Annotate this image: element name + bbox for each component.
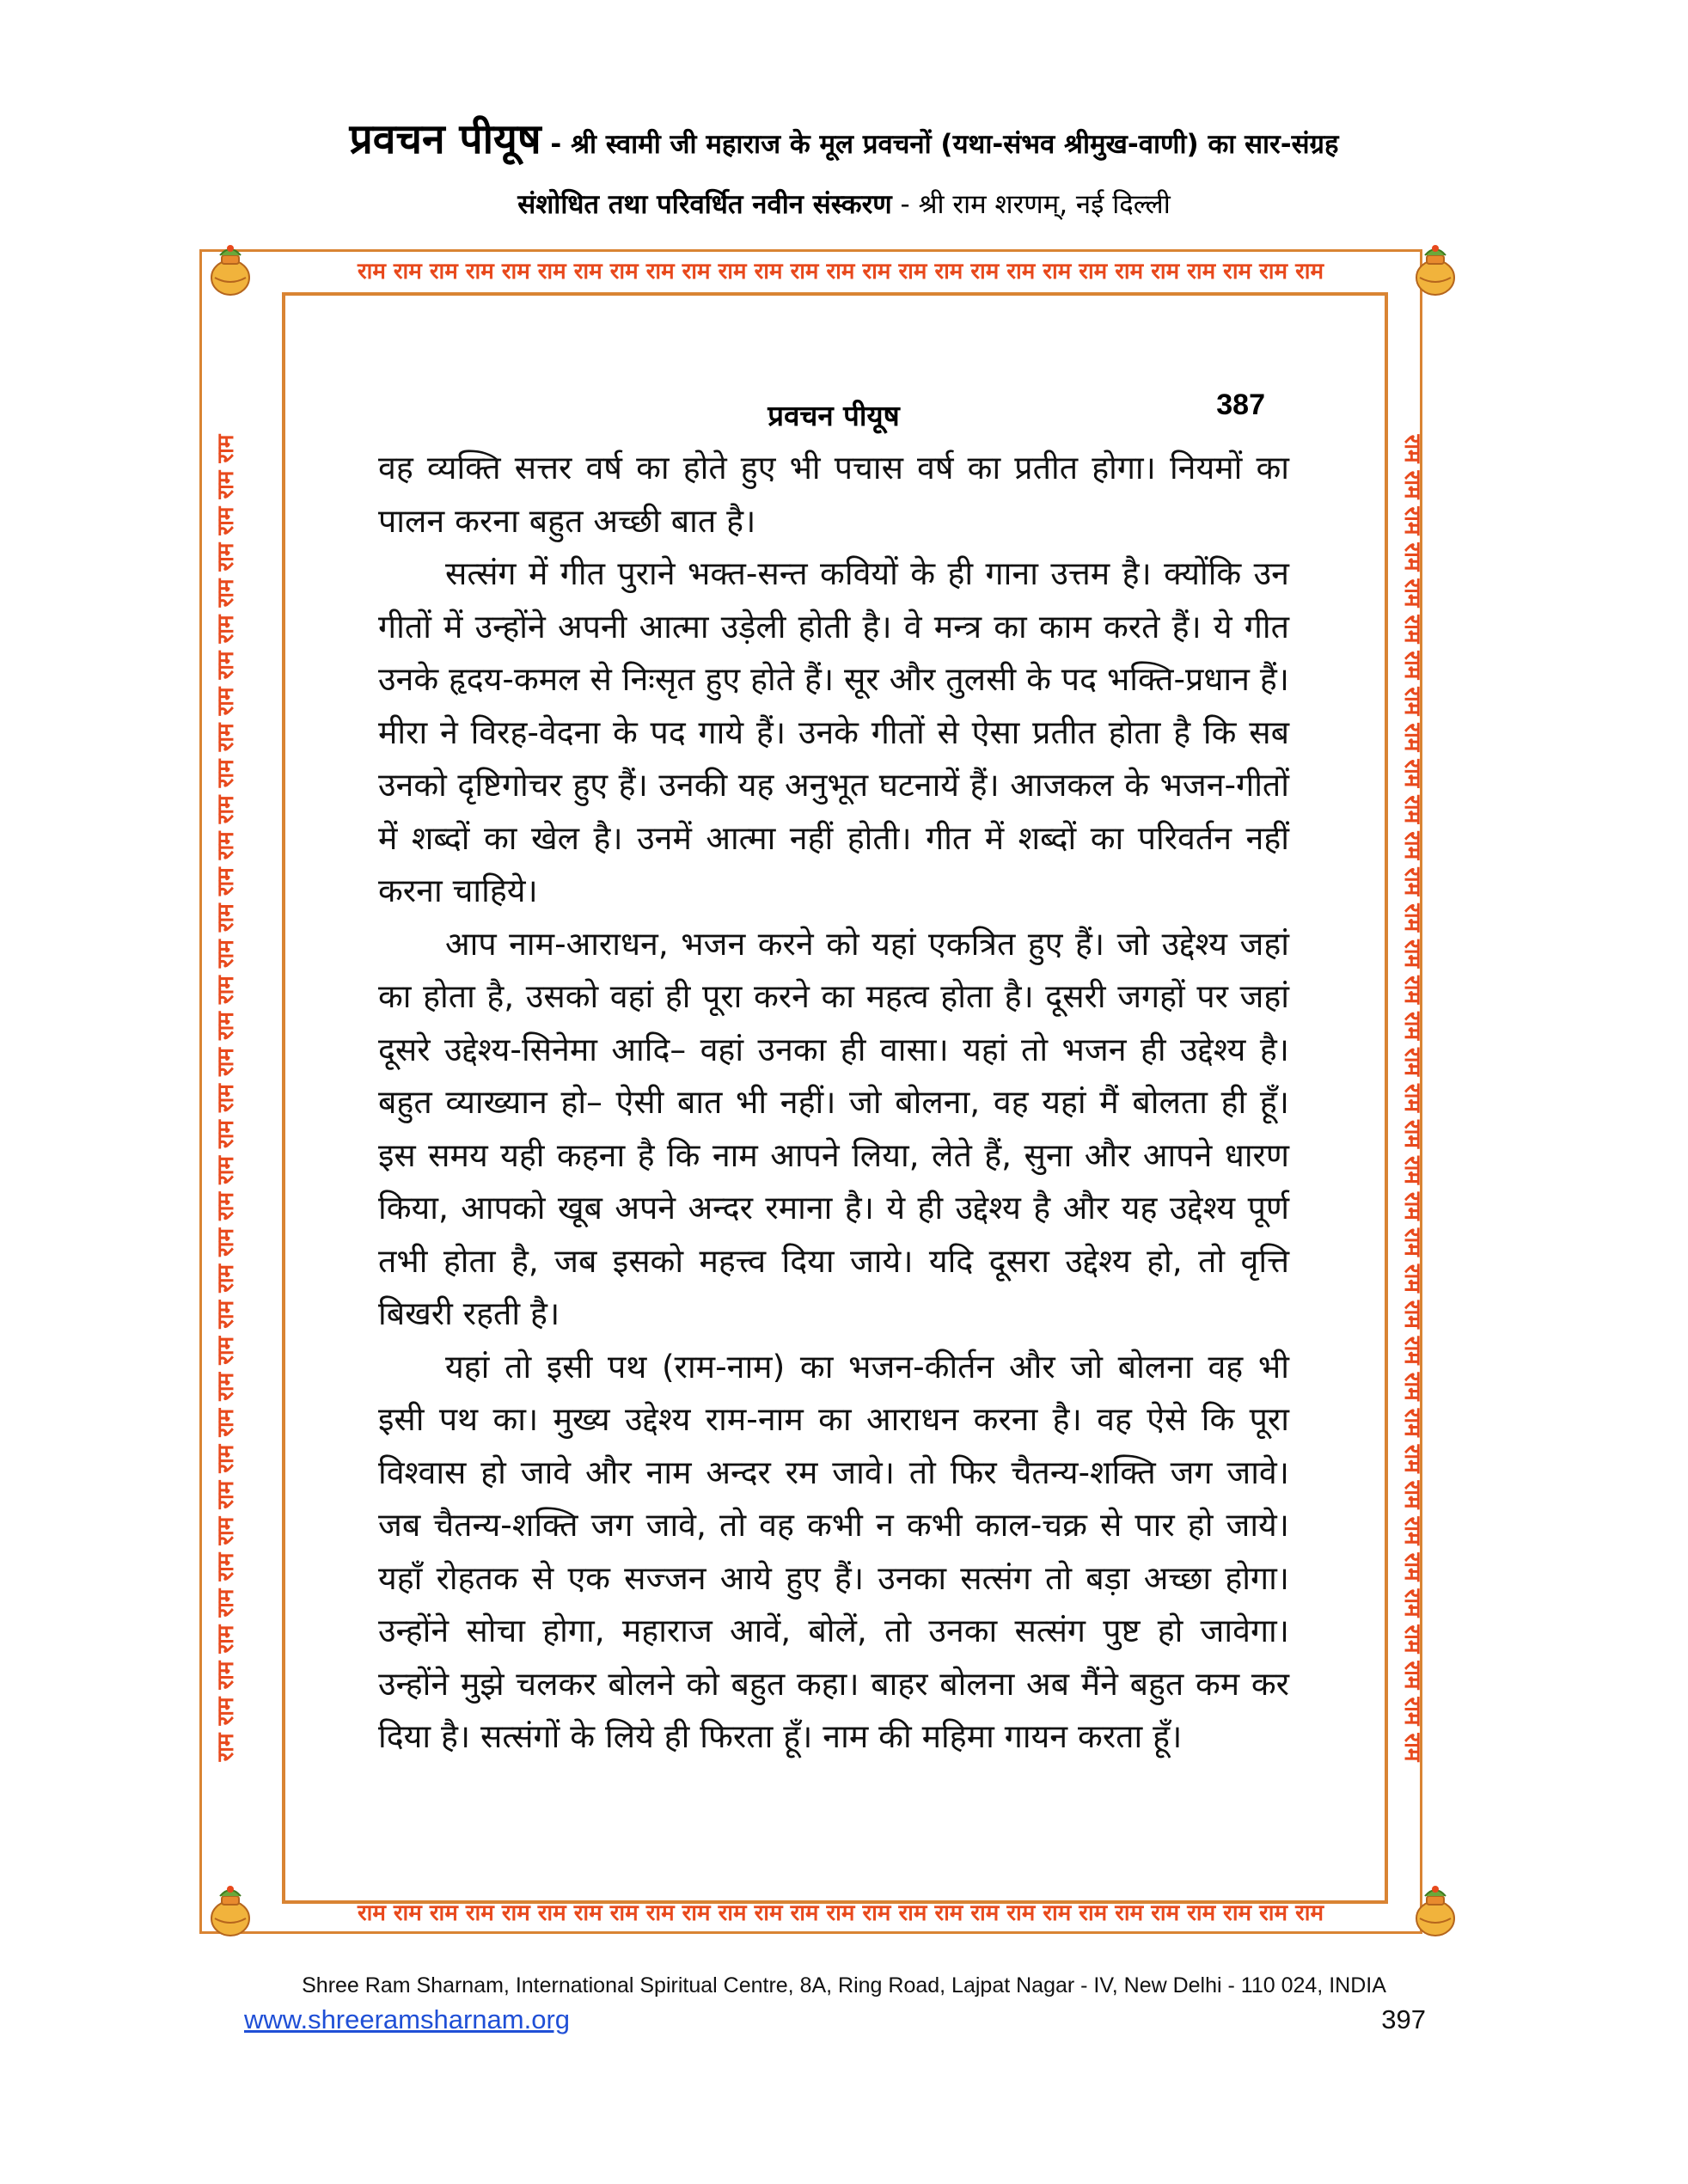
kalash-icon — [1410, 1884, 1461, 1941]
ram-border-right-text: राम राम राम राम राम राम राम राम राम राम राम राम राम राम राम राम राम राम राम राम राम राम राम राम राम राम राम राम राम राम राम राम राम राम राम राम राम — [1399, 434, 1425, 1762]
footer-address: Shree Ram Sharnam, International Spiritual Centre, 8A, Ring Road, Lajpat Nagar - IV, New Delhi - 110 024, INDIA — [302, 1973, 1386, 1997]
ram-border-right — [1392, 309, 1432, 1887]
edition-bold: संशोधित तथा परिवर्धित नवीन संस्करण — [517, 189, 892, 220]
running-head — [378, 387, 1289, 442]
edition-publisher: - श्री राम शरणम्, नई दिल्ली — [891, 189, 1171, 220]
website-link[interactable]: www.shreeramsharnam.org — [244, 2004, 571, 2034]
ram-border-left-text: राम राम राम राम राम राम राम राम राम राम राम राम राम राम राम राम राम राम राम राम राम राम राम राम राम राम राम राम राम राम राम राम राम राम राम राम राम — [213, 434, 239, 1762]
ram-border-top: राम राम राम राम राम राम राम राम राम राम राम राम राम राम राम राम राम राम राम राम राम राम राम राम राम राम राम — [357, 259, 1324, 284]
body-text — [378, 442, 1289, 1764]
title-main: प्रवचन पीयूष — [349, 115, 541, 163]
paragraph: सत्संग में गीत पुराने भक्त-सन्त कवियों के ही गाना उत्तम है। क्योंकि उन गीतों में उन्होंने अपनी आत्मा उड़ेली होती है। वे मन्त्र का काम करते हैं। ये गीत उनके हृदय-कमल से निःसृत हुए होते हैं। सूर और तुलसी के पद भक्ति-प्रधान हैं। मीरा ने विरह-वेदना के पद गाये हैं। उनके गीतों से ऐसा प्रतीत होता है कि सब उनको दृष्टिगोचर हुए हैं। उनकी यह अनुभूत घटनायें हैं। आजकल के भजन-गीतों में शब्दों का खेल है। उनमें आत्मा नहीं होती। गीत में शब्दों का परिवर्तन नहीं करना चाहिये। — [378, 554, 1289, 909]
title-subtitle: श्री स्वामी जी महाराज के मूल प्रवचनों (यथा-संभव श्रीमुख-वाणी) का सार-संग्रह — [571, 129, 1339, 160]
title-separator: - — [541, 129, 572, 160]
book-page-number: 387 — [1216, 388, 1265, 421]
ram-border-bottom: राम राम राम राम राम राम राम राम राम राम राम राम राम राम राम राम राम राम राम राम राम राम राम राम राम राम राम — [357, 1900, 1324, 1926]
document-title — [0, 110, 1688, 166]
kalash-icon — [205, 1884, 256, 1941]
running-title: प्रवचन पीयूष — [768, 399, 900, 432]
kalash-icon — [205, 243, 256, 300]
paragraph: आप नाम-आराधन, भजन करने को यहां एकत्रित हुए हैं। जो उद्देश्य जहां का होता है, उसको वहां ही पूरा करने का महत्व होता है। दूसरी जगहों पर जहां दूसरे उद्देश्य-सिनेमा आदि– वहां उनका ही वासा। यहां तो भजन ही उद्देश्य है। बहुत व्याख्यान हो– ऐसी बात भी नहीं। जो बोलना, वह यहां मैं बोलता ही हूँ। इस समय यही कहना है कि नाम आपने लिया, लेते हैं, सुना और आपने धारण किया, आपको खूब अपने अन्दर रमाना है। ये ही उद्देश्य है और यह उद्देश्य पूर्ण तभी होता है, जब इसको महत्त्व दिया जाये। यदि दूसरा उद्देश्य हो, तो वृत्ति बिखरी रहती है। — [378, 924, 1289, 1332]
kalash-icon — [1410, 243, 1461, 300]
scanned-page — [378, 387, 1289, 1764]
page-number: 397 — [1381, 2004, 1426, 2034]
paragraph: वह व्यक्ति सत्तर वर्ष का होते हुए भी पचास वर्ष का प्रतीत होगा। नियमों का पालन करना बहुत अच्छी बात है। — [378, 449, 1289, 540]
edition-line — [0, 186, 1688, 222]
ram-border-left — [206, 309, 246, 1887]
paragraph: यहां तो इसी पथ (राम-नाम) का भजन-कीर्तन और जो बोलना वह भी इसी पथ का। मुख्य उद्देश्य राम-नाम का आराधन करना है। वह ऐसे कि पूरा विश्वास हो जावे और नाम अन्दर रम जावे। तो फिर चैतन्य-शक्ति जग जावे। जब चैतन्य-शक्ति जग जावे, तो वह कभी न कभी काल-चक्र से पार हो जाये। यहाँ रोहतक से एक सज्जन आये हुए हैं। उनका सत्संग तो बड़ा अच्छा होगा। उन्होंने सोचा होगा, महाराज आवें, बोलें, तो उनका सत्संग पुष्ट हो जावेगा। उन्होंने मुझे चलकर बोलने को बहुत कहा। बाहर बोलना अब मैंने बहुत कम कर दिया है। सत्संगों के लिये ही फिरता हूँ। नाम की महिमा गायन करता हूँ। — [378, 1347, 1289, 1755]
